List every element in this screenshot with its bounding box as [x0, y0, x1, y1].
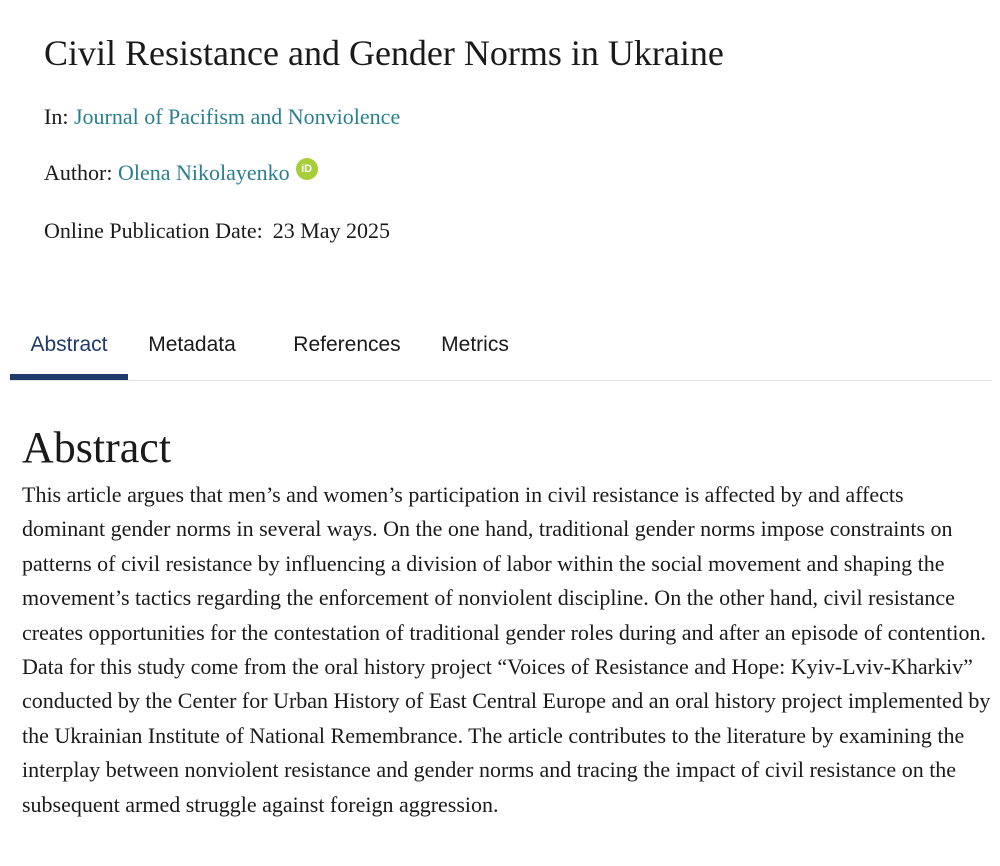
- journal-link[interactable]: Journal of Pacifism and Nonviolence: [73, 104, 401, 129]
- orcid-icon[interactable]: iD: [296, 158, 318, 180]
- author-label: Author:: [44, 160, 113, 185]
- article-tabs: [10, 316, 992, 381]
- journal-row: [44, 102, 400, 132]
- publication-date-row: [44, 216, 390, 246]
- publication-date-value: 23 May 2025: [272, 218, 391, 243]
- author-row: [44, 158, 318, 188]
- tab-metadata[interactable]: Metadata: [148, 333, 236, 356]
- abstract-text: This article argues that men’s and women’s participation in civil resistance is affected by and affects dominant gender norms in several ways. On the one hand, traditional gender norms impose constraints on patterns of civil resistance by influencing a division of labor within the social movement and shaping the movement’s tactics regarding the enforcement of nonviolent discipline. On the other hand, civil resistance creates opportunities for the contestation of traditional gender roles during and after an episode of contention. Data for this study come from the oral history project “Voices of Resistance and Hope: Kyiv-Lviv-Kharkiv” conducted by the Center for Urban History of East Central Europe and an oral history project implemented by the Ukrainian Institute of National Remembrance. The article contributes to the literature by examining the interplay between nonviolent resistance and gender norms and tracing the impact of civil resistance on the subsequent armed struggle against foreign aggression.: [22, 482, 991, 817]
- abstract-section: [22, 420, 992, 822]
- author-link[interactable]: Olena Nikolayenko: [117, 160, 290, 185]
- tab-metrics[interactable]: Metrics: [441, 333, 509, 356]
- article-header: [44, 28, 984, 243]
- article-title: Civil Resistance and Gender Norms in Ukraine: [44, 33, 724, 73]
- abstract-heading: Abstract: [22, 423, 172, 472]
- tab-abstract[interactable]: Abstract: [10, 316, 128, 380]
- tab-references[interactable]: References: [293, 333, 401, 356]
- journal-label: In:: [44, 104, 69, 129]
- publication-date-label: Online Publication Date:: [44, 218, 263, 243]
